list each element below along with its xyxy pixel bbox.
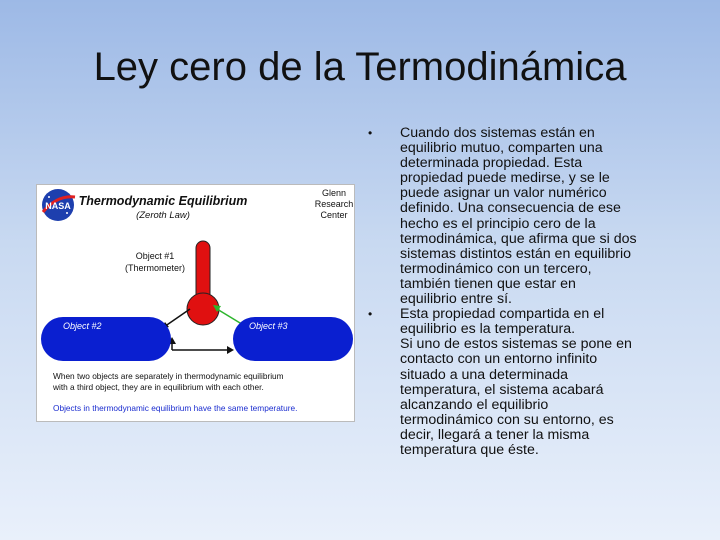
bullet-text-line: determinada propiedad. Esta <box>400 155 583 172</box>
bullet-text-line: situado a una determinada <box>400 366 569 383</box>
bullet-text-line: sistemas distintos están en equilibrio <box>400 245 632 262</box>
bullet-list <box>364 126 664 458</box>
center-label-line3: Center <box>320 210 348 220</box>
bullet-text-line: contacto con un entorno infinito <box>400 351 598 368</box>
figure-caption-line1: When two objects are separately in thermodynamic equilibrium <box>53 371 284 381</box>
bullet-text-line: equilibrio entre sí. <box>400 291 512 308</box>
center-label-line1: Glenn <box>321 188 347 198</box>
object1-sublabel: (Thermometer) <box>124 263 186 273</box>
nasa-logo <box>42 189 75 221</box>
bullet-text-line: equilibrio mutuo, comparten una <box>400 140 603 157</box>
bullet-text-line: temperatura, el sistema acabará <box>400 381 604 398</box>
bullet-item <box>364 307 664 458</box>
bullet-text-line: Si uno de estos sistemas se pone en <box>400 336 632 353</box>
bullet-text-line: propiedad puede medirse, y se le <box>400 170 610 187</box>
figure-canvas <box>37 185 354 421</box>
bullet-text-line: termodinámico con su entorno, es <box>400 411 614 428</box>
bullet-text-line: definido. Una consecuencia de ese <box>400 200 621 217</box>
bullet-item <box>364 126 664 307</box>
bullet-marker: • <box>368 307 373 322</box>
nasa-logo-text: NASA <box>45 201 71 211</box>
object2-label: Object #2 <box>63 321 102 331</box>
bullet-text-line: decir, llegará a tener la misma <box>400 426 590 443</box>
figure-footer: Objects in thermodynamic equilibrium have the same temperature. <box>53 403 298 413</box>
figure-subtitle: (Zeroth Law) <box>136 210 190 221</box>
figure-caption-line2: with a third object, they are in equilibrium with each other. <box>53 382 264 392</box>
arrow-object2-to-object3 <box>168 337 234 354</box>
thermodynamic-equilibrium-figure <box>36 184 355 422</box>
object3-label: Object #3 <box>249 321 288 331</box>
figure-title: Thermodynamic Equilibrium <box>78 194 248 208</box>
object2-shape <box>41 317 171 361</box>
bullet-text-line: alcanzando el equilibrio <box>400 396 549 413</box>
slide-title: Ley cero de la Termodinámica <box>93 45 627 89</box>
bullet-text-line: termodinámico con un tercero, <box>400 260 592 277</box>
object3-shape <box>233 317 353 361</box>
bullet-text-line: termodinámica, que afirma que si dos <box>400 230 637 247</box>
object1-label: Object #1 <box>135 251 175 261</box>
bullet-text-line: también tienen que estar en <box>400 275 576 292</box>
bullet-text-line: equilibrio es la temperatura. <box>400 321 576 338</box>
bullet-text-line: hecho es el principio cero de la <box>400 215 596 232</box>
bullet-text-line: Cuando dos sistemas están en <box>400 125 595 141</box>
bullet-text-line: Esta propiedad compartida en el <box>400 306 605 323</box>
bullet-text-line: puede asignar un valor numérico <box>400 185 607 202</box>
bullet-text-line: temperatura que éste. <box>400 441 539 458</box>
center-label-line2: Research <box>314 199 354 209</box>
thermometer-icon <box>187 241 219 325</box>
bullet-marker: • <box>368 126 373 140</box>
